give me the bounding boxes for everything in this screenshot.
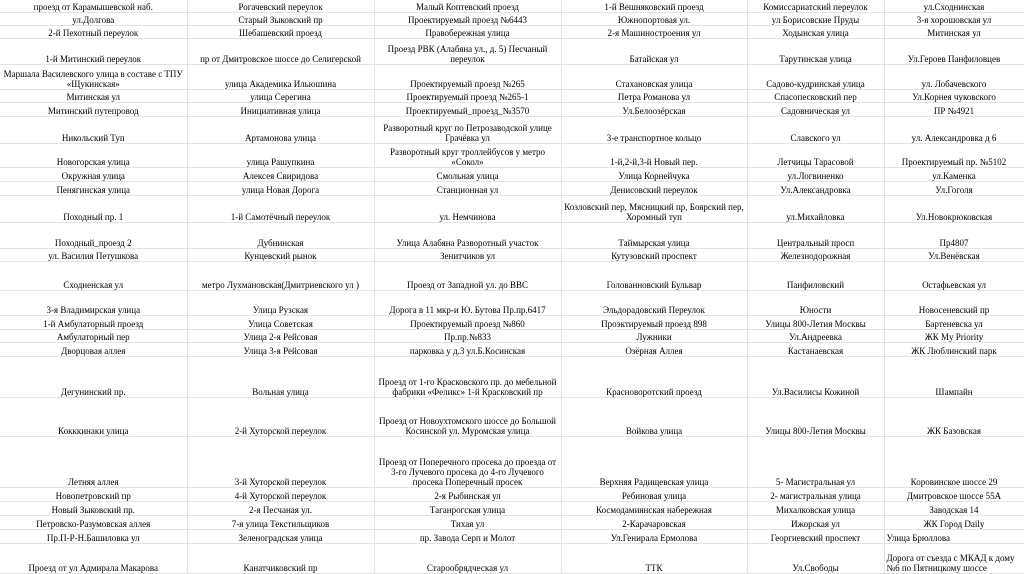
table-cell[interactable]: Проектируемый проезд №265 [374, 64, 561, 89]
table-cell[interactable]: Озёрная Аллея [561, 342, 747, 356]
table-cell[interactable]: Дорога в 11 мкр-и Ю. Бутова Пр.пр.6417 [374, 290, 561, 315]
table-cell[interactable]: 3-я хорошовская ул [884, 12, 1024, 25]
table-row [0, 25, 1024, 38]
table-cell[interactable]: Проэктируемый проезд 898 [561, 315, 747, 329]
table-cell[interactable]: Ул.Андреевка [747, 329, 884, 342]
table-cell[interactable]: 3-я Владимирская улица [0, 290, 187, 315]
table-cell[interactable]: Проектируемый проезд №6443 [374, 12, 561, 25]
table-cell[interactable]: Кастанаевская [747, 342, 884, 356]
table-row [0, 12, 1024, 25]
table-cell[interactable]: Петра Романова ул [561, 89, 747, 102]
table-cell[interactable]: Бартеневска ул [884, 315, 1024, 329]
table-cell[interactable]: Пр.пр.№833 [374, 329, 561, 342]
table-cell[interactable]: Дегунинский пр. [0, 356, 187, 397]
table-cell[interactable]: Амбулаторный пер [0, 329, 187, 342]
table-cell[interactable]: Петровско-Разумовская аллея [0, 515, 187, 529]
table-row [0, 543, 1024, 573]
table-cell[interactable]: Дубнинская [187, 222, 374, 248]
table-cell[interactable]: Улица Рузская [187, 290, 374, 315]
table-cell[interactable]: Дмитровское шоссе 55А [884, 487, 1024, 501]
table-cell[interactable]: Таймырская улица [561, 222, 747, 248]
table-cell[interactable]: Панфиловский [747, 261, 884, 290]
table-cell[interactable]: Таганрогская улица [374, 501, 561, 515]
table-cell[interactable]: Садово-кудринская улица [747, 64, 884, 89]
table-cell[interactable]: ул.Сходнинская [884, 0, 1024, 12]
table-row [0, 0, 1024, 12]
table-cell[interactable]: Улицы 800-Летия Москвы [747, 397, 884, 436]
table-cell[interactable]: Улица 3-я Рейсовая [187, 342, 374, 356]
table-cell[interactable]: Шампайн [884, 356, 1024, 397]
table-cell[interactable]: Спасопесковский пер [747, 89, 884, 102]
table-cell[interactable]: Войкова улица [561, 397, 747, 436]
table-cell[interactable]: Комиссариатский переулок [747, 0, 884, 12]
table-cell[interactable]: 2-я Машиностроения ул [561, 25, 747, 38]
table-cell[interactable]: 5- Магистральная ул [747, 436, 884, 487]
table-cell[interactable]: ул. Василия Петушкова [0, 248, 187, 261]
table-cell[interactable]: Разворотный круг по Петрозаводской улице Грачёвка ул [374, 116, 561, 143]
table-cell[interactable]: Зенитчиков ул [374, 248, 561, 261]
table-cell[interactable]: Инициативная улица [187, 102, 374, 116]
table-cell[interactable]: пр от Дмитровское шоссе до Селигерской [187, 38, 374, 64]
table-cell[interactable]: Походный_проезд 2 [0, 222, 187, 248]
table-cell[interactable]: Проектируемый проезд №860 [374, 315, 561, 329]
table-cell[interactable]: 2-й Хуторской переулок [187, 397, 374, 436]
table-cell[interactable]: Смольная улица [374, 167, 561, 181]
table-cell[interactable]: 4-й Хуторской переулок [187, 487, 374, 501]
table-cell[interactable]: Проезд от 1-го Красковского пр. до мебельной фабрики «Феликс» 1-й Красковский пр [374, 356, 561, 397]
table-cell[interactable]: метро Лухмановская(Дмитриевского ул ) [187, 261, 374, 290]
table-row [0, 290, 1024, 315]
table-cell[interactable]: Малый Коптевский проезд [374, 0, 561, 12]
table-cell[interactable]: Старообрядческая ул [374, 543, 561, 573]
table-cell[interactable]: 2-я Рыбинская ул [374, 487, 561, 501]
table-cell[interactable]: Проезд от Западной ул. до ВВС [374, 261, 561, 290]
table-cell[interactable]: Ул.Корнея чуковского [884, 89, 1024, 102]
table-cell[interactable]: Стахановская улица [561, 64, 747, 89]
table-cell[interactable]: Пр4807 [884, 222, 1024, 248]
table-cell[interactable]: Лужники [561, 329, 747, 342]
table-cell[interactable]: Зеленоградская улица [187, 529, 374, 543]
table-row [0, 342, 1024, 356]
table-cell[interactable]: Денисовский переулок [561, 181, 747, 195]
table-cell[interactable]: Голованновский Бульвар [561, 261, 747, 290]
table-cell[interactable]: Ижорская ул [747, 515, 884, 529]
table-cell[interactable]: Станционная ул [374, 181, 561, 195]
table-cell[interactable]: Правобережная улица [374, 25, 561, 38]
table-cell[interactable]: Пенягинская улица [0, 181, 187, 195]
table-cell[interactable]: Заводская 14 [884, 501, 1024, 515]
table-cell[interactable]: Ул.Александровка [747, 181, 884, 195]
table-cell[interactable]: Центральный просп [747, 222, 884, 248]
table-cell[interactable]: улица Новая Дорога [187, 181, 374, 195]
table-cell[interactable]: Сходненская ул [0, 261, 187, 290]
table-cell[interactable]: Космодамиянская набережная [561, 501, 747, 515]
table-cell[interactable]: 3-е транспортное кольцо [561, 116, 747, 143]
table-cell[interactable]: ул.Долгова [0, 12, 187, 25]
table-cell[interactable]: Улица Брюллова [884, 529, 1024, 543]
table-cell[interactable]: 2-Карачаровская [561, 515, 747, 529]
table-row [0, 248, 1024, 261]
table-row [0, 436, 1024, 487]
table-row [0, 181, 1024, 195]
table-cell[interactable]: Митинский путепровод [0, 102, 187, 116]
table-cell[interactable]: Новый Зыковский пр. [0, 501, 187, 515]
table-cell[interactable]: ул.Каменка [884, 167, 1024, 181]
table-cell[interactable]: ЖК Город Daily [884, 515, 1024, 529]
table-cell[interactable]: Никольский Туп [0, 116, 187, 143]
table-row [0, 195, 1024, 222]
table-cell[interactable]: Железнодорожная [747, 248, 884, 261]
table-row [0, 529, 1024, 543]
table-cell[interactable]: Улицы 800-Летия Москвы [747, 315, 884, 329]
table-cell[interactable]: ЖК Базовская [884, 397, 1024, 436]
table-cell[interactable]: Славского ул [747, 116, 884, 143]
table-cell[interactable]: Ул.Василисы Кожиной [747, 356, 884, 397]
table-cell[interactable]: пр. Завода Серп и Молот [374, 529, 561, 543]
table-cell[interactable]: Походный пр. 1 [0, 195, 187, 222]
table-cell[interactable]: Проезд от Новоухтомского шоссе до Большой Косинской ул. Муромская улица [374, 397, 561, 436]
table-cell[interactable]: Эльдорадовский Переулок [561, 290, 747, 315]
table-cell[interactable]: Улица Советская [187, 315, 374, 329]
table-cell[interactable]: Остафьевская ул [884, 261, 1024, 290]
table-cell[interactable]: Улица Алабяна Разворотный участок [374, 222, 561, 248]
table-cell[interactable]: 2- магистральная улица [747, 487, 884, 501]
table-cell[interactable]: 1-й,2-й,3-й Новый пер. [561, 143, 747, 167]
table-cell[interactable]: 7-я улица Текстильщиков [187, 515, 374, 529]
table-cell[interactable]: Старый Зыковский пр [187, 12, 374, 25]
table-cell[interactable]: Новосеневский пр [884, 290, 1024, 315]
table-row [0, 315, 1024, 329]
table-cell[interactable]: Новогорская улица [0, 143, 187, 167]
table-cell[interactable]: 1-й Амбулаторный проезд [0, 315, 187, 329]
table-row [0, 487, 1024, 501]
table-row [0, 222, 1024, 248]
table-cell[interactable]: проезд от Карамышевской наб. [0, 0, 187, 12]
table-cell[interactable]: Коровинское шоссе 29 [884, 436, 1024, 487]
table-cell[interactable]: Маршала Василевского улица в составе с ТПУ «Щукинская» [0, 64, 187, 89]
table-cell[interactable]: улица Серегина [187, 89, 374, 102]
table-cell[interactable]: Кутузовский проспект [561, 248, 747, 261]
table-cell[interactable]: Улица Корнейчука [561, 167, 747, 181]
table-cell[interactable]: Рогачевский переулок [187, 0, 374, 12]
table-row [0, 356, 1024, 397]
table-cell[interactable]: Южнопортовая ул. [561, 12, 747, 25]
table-cell[interactable]: ЖК My Priority [884, 329, 1024, 342]
table-cell[interactable]: Ходынская улица [747, 25, 884, 38]
table-row [0, 329, 1024, 342]
table-cell[interactable]: Ул.Генирала Ермолова [561, 529, 747, 543]
table-cell[interactable]: Батайская ул [561, 38, 747, 64]
table-cell[interactable]: ЖК Люблинский парк [884, 342, 1024, 356]
table-cell[interactable]: 1-й Самотёчный переулок [187, 195, 374, 222]
table-cell[interactable]: Георгиевский проспект [747, 529, 884, 543]
table-row [0, 64, 1024, 89]
table-cell[interactable]: Проезд от ул Адмирала Макарова [0, 543, 187, 573]
table-row [0, 143, 1024, 167]
table-row [0, 261, 1024, 290]
table-row [0, 116, 1024, 143]
table-row [0, 167, 1024, 181]
table-cell[interactable]: Ул.Белоозёрская [561, 102, 747, 116]
table-cell[interactable]: 3-й Хуторской переулок [187, 436, 374, 487]
table-cell[interactable]: Дорога от съезда с МКАД к дому №6 по Пятницкому шоссе [884, 543, 1024, 573]
table-cell[interactable]: Митинская ул [884, 25, 1024, 38]
table-cell[interactable]: Михалковская улица [747, 501, 884, 515]
table-cell[interactable]: Шебашевский проезд [187, 25, 374, 38]
table-cell[interactable]: улица Рашупкина [187, 143, 374, 167]
table-cell[interactable]: Верхняя Радищевская улица [561, 436, 747, 487]
table-row [0, 515, 1024, 529]
table-row [0, 501, 1024, 515]
table-cell[interactable]: ул.Михайловка [747, 195, 884, 222]
table-row [0, 89, 1024, 102]
table-cell[interactable]: парковка у д.3 ул.Б.Косинская [374, 342, 561, 356]
table-cell[interactable]: Проектируемый проезд №265-1 [374, 89, 561, 102]
table-cell[interactable]: Ул.Гоголя [884, 181, 1024, 195]
table-cell[interactable]: Кокккинаки улица [0, 397, 187, 436]
table-cell[interactable]: улица Академика Ильюшина [187, 64, 374, 89]
table-cell[interactable]: 2-й Пехотный переулок [0, 25, 187, 38]
table-cell[interactable]: ТТК [561, 543, 747, 573]
table-cell[interactable]: Красноворотский проезд [561, 356, 747, 397]
table-cell[interactable]: ул Борисовские Пруды [747, 12, 884, 25]
table-cell[interactable]: Проектируемый пр. №5102 [884, 143, 1024, 167]
table-cell[interactable]: Разворотный круг троллейбусов у метро «Сокол» [374, 143, 561, 167]
table-cell[interactable]: Пр.П-Р-Н.Башиловка ул [0, 529, 187, 543]
table-cell[interactable]: Ребиновая улица [561, 487, 747, 501]
table-cell[interactable]: Тихая ул [374, 515, 561, 529]
table-row [0, 397, 1024, 436]
table-cell[interactable]: Дворцовая аллея [0, 342, 187, 356]
table-cell[interactable]: Проектируемый_проезд_№3570 [374, 102, 561, 116]
table-cell[interactable]: ул.Логвиненко [747, 167, 884, 181]
table-cell[interactable]: Ул.Героев Панфиловцев [884, 38, 1024, 64]
table-cell[interactable]: Канатчиковский пр [187, 543, 374, 573]
table-row [0, 102, 1024, 116]
table-row [0, 38, 1024, 64]
table-cell[interactable]: ул. Александровка д 6 [884, 116, 1024, 143]
table-cell[interactable]: Новопетровский пр [0, 487, 187, 501]
table-cell[interactable]: Ул.Венёвская [884, 248, 1024, 261]
table-cell[interactable]: Митинская ул [0, 89, 187, 102]
table-cell[interactable]: 1-й Митинский переулок [0, 38, 187, 64]
table-cell[interactable]: ПР №4921 [884, 102, 1024, 116]
table-cell[interactable]: Ул.Новокрюковская [884, 195, 1024, 222]
table-cell[interactable]: Садовническая ул [747, 102, 884, 116]
table-cell[interactable]: 1-й Вешняковский проезд [561, 0, 747, 12]
table-cell[interactable]: Кунцевский рынок [187, 248, 374, 261]
table-cell[interactable]: 2-я Песчаная ул. [187, 501, 374, 515]
table-cell[interactable]: Проезд от Поперечного просека до проезда от 3-го Лучевого просека до 4-го Лучевого просека Поперечный просек [374, 436, 561, 487]
table-cell[interactable]: Вольная улица [187, 356, 374, 397]
table-cell[interactable]: Тарутинская улица [747, 38, 884, 64]
table-cell[interactable]: Алексея Свиридова [187, 167, 374, 181]
table-cell[interactable]: Артамонова улица [187, 116, 374, 143]
table-cell[interactable]: Ул.Свободы [747, 543, 884, 573]
table-cell[interactable]: Козловский пер, Мясницкий пр, Боярский пер, Хоромный туп [561, 195, 747, 222]
table-cell[interactable]: Окружная улица [0, 167, 187, 181]
table-cell[interactable]: Проезд РВК (Алабяна ул., д. 5) Песчаный переулок [374, 38, 561, 64]
table-cell[interactable]: Летняя аллея [0, 436, 187, 487]
table-cell[interactable]: ул. Лобачевского [884, 64, 1024, 89]
table-cell[interactable]: Юности [747, 290, 884, 315]
table-cell[interactable]: Летчицы Тарасовой [747, 143, 884, 167]
table-cell[interactable]: Улица 2-я Рейсовая [187, 329, 374, 342]
table-cell[interactable]: ул. Немчинова [374, 195, 561, 222]
